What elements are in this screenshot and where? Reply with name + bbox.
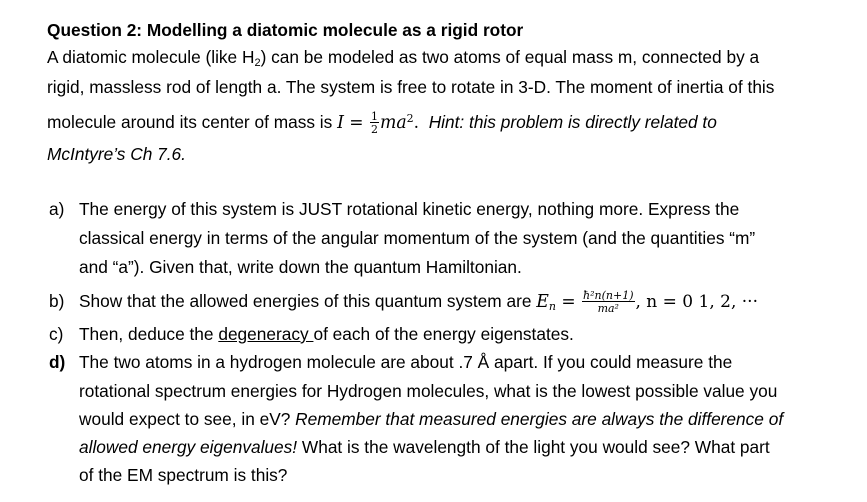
intro-subscript: 2 (254, 57, 261, 69)
intro-text-3a: molecule around its center of mass is (47, 112, 338, 132)
intro-line-1 (47, 46, 759, 74)
intro-text-1b: ) can be modeled as two atoms of equal mass m, connected by a (260, 47, 760, 67)
part-d-line-5: of the EM spectrum is this? (79, 465, 288, 485)
inertia-symbol: I (337, 113, 344, 133)
part-c-post: of each of the energy eigenstates. (313, 324, 574, 344)
part-a-line-2: classical energy in terms of the angular momentum of the system (and the quantities “m” (79, 228, 756, 248)
part-d-line-1: The two atoms in a hydrogen molecule are about .7 Å apart. If you could measure the (79, 352, 733, 372)
part-b-text: Show that the allowed energies of this quantum system are (79, 291, 537, 311)
intro-line-3 (47, 108, 717, 135)
energy-symbol: E (536, 292, 549, 312)
part-a-line-1: The energy of this system is JUST rotational kinetic energy, nothing more. Express the (79, 199, 740, 219)
part-d-line-3 (79, 408, 783, 430)
part-c (49, 323, 574, 345)
part-d (49, 351, 732, 373)
part-c-label: c) (49, 324, 64, 344)
part-b (49, 290, 758, 318)
intro-text-1a: A diatomic molecule (like H (47, 47, 255, 67)
part-c-pre: Then, deduce the (79, 324, 219, 344)
part-d-line-2: rotational spectrum energies for Hydrogen molecules, what is the lowest possible value you (79, 381, 778, 401)
energy-fraction-numerator: ħ²n(n+1) (583, 289, 634, 303)
energy-fraction-denominator: ma² (597, 302, 619, 316)
equals-sign-b: = (555, 292, 582, 312)
part-a-line-3: and “a”). Given that, write down the quantum Hamiltonian. (79, 257, 522, 277)
degeneracy-underlined: degeneracy (218, 324, 314, 344)
part-d-line-4 (79, 436, 770, 458)
hint-text: Hint: this problem is directly related to (428, 112, 717, 132)
fraction-numerator: 1 (370, 110, 378, 124)
intro-line-2: rigid, massless rod of length a. The system is free to rotate in 3-D. The moment of inertia of this (47, 77, 775, 97)
half-fraction (370, 111, 379, 135)
part-b-label: b) (49, 291, 65, 311)
part-a-label: a) (49, 199, 65, 219)
intro-line-4: McIntyre’s Ch 7.6. (47, 144, 186, 164)
quantum-number-range: , n = 0 1, 2, ··· (635, 292, 758, 312)
energy-subscript: n (548, 300, 556, 313)
question-title: Question 2: Modelling a diatomic molecule as a rigid rotor (47, 20, 524, 40)
part-d-line-4-italic: allowed energy eigenvalues! (79, 437, 298, 457)
fraction-denominator: 2 (370, 123, 378, 137)
part-d-line-4b: What is the wavelength of the light you would see? What part (297, 437, 770, 457)
equals-sign: = (343, 113, 369, 133)
part-a (49, 198, 739, 220)
ma-superscript: 2 (406, 112, 414, 125)
ma-term: ma (379, 113, 407, 133)
period: . (413, 113, 420, 133)
part-d-label: d) (49, 352, 66, 372)
energy-fraction (582, 290, 634, 314)
part-d-line-3-italic: Remember that measured energies are always the difference of (295, 409, 784, 429)
part-d-line-3a: would expect to see, in eV? (79, 409, 296, 429)
